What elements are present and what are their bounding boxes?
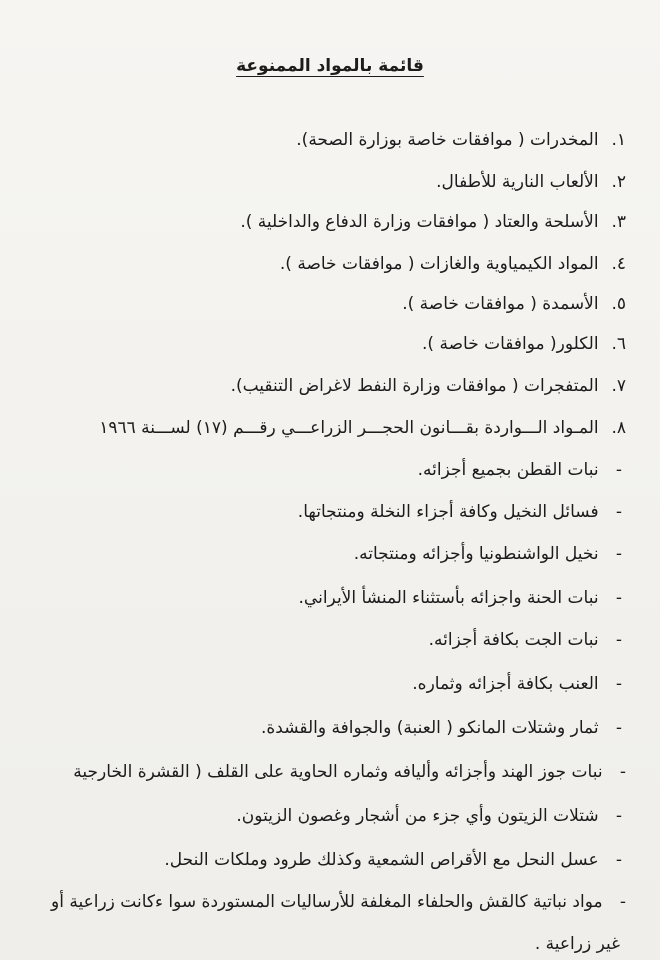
list-item: ٦. الكلور( موافقات خاصة ). (422, 334, 626, 354)
sub-list-item: - مواد نباتية كالقش والحلفاء المغلفة للأرساليات المستوردة سوا ءكانت زراعية أو (51, 892, 626, 912)
list-item: ٣. الأسلحة والعتاد ( موافقات وزارة الدفاع والداخلية ). (240, 212, 626, 232)
sub-list-item: - العنب بكافة أجزائه وثماره. (412, 674, 622, 694)
list-item: ٤. المواد الكيمياوية والغازات ( موافقات خاصة ). (279, 254, 626, 274)
sub-list-item: - عسل النحل مع الأقراص الشمعية وكذلك طرود وملكات النحل. (164, 850, 622, 870)
sub-list-item: - فسائل النخيل وكافة أجزاء النخلة ومنتجاتها. (297, 502, 622, 522)
sub-list-item: - شتلات الزيتون وأي جزء من أشجار وغصون الزيتون. (236, 806, 622, 826)
sub-list-item: - ثمار وشتلات المانكو ( العنبة) والجوافة والقشدة. (260, 718, 622, 738)
sub-list-item: - نخيل الواشنطونيا وأجزائه ومنتجاته. (353, 544, 622, 564)
sub-list-item: - نبات جوز الهند وأجزائه وأليافه وثماره الحاوية على القلف ( القشرة الخارجية (73, 762, 626, 782)
list-item: ٢. الألعاب النارية للأطفال. (436, 172, 626, 192)
list-item: ٨. المـواد الـــواردة بقـــانون الحجـــر الزراعـــي رقـــم (١٧) لســـنة ١٩٦٦ (99, 418, 626, 438)
sub-list-item: - نبات الحنة واجزائه بأستثناء المنشأ الأيراني. (298, 588, 622, 608)
list-item: ٥. الأسمدة ( موافقات خاصة ). (402, 294, 626, 314)
list-item: ٧. المتفجرات ( موافقات وزارة النفط لاغراض التنقيب). (230, 376, 626, 396)
sub-list-item: - نبات القطن بجميع أجزائه. (417, 460, 622, 480)
sub-list-item-continuation: غير زراعية . (534, 934, 620, 954)
sub-list-item: - نبات الجت بكافة أجزائه. (428, 630, 622, 650)
list-item: ١. المخدرات ( موافقات خاصة بوزارة الصحة). (296, 130, 626, 150)
page-title: قائمة بالمواد الممنوعة (236, 56, 424, 76)
